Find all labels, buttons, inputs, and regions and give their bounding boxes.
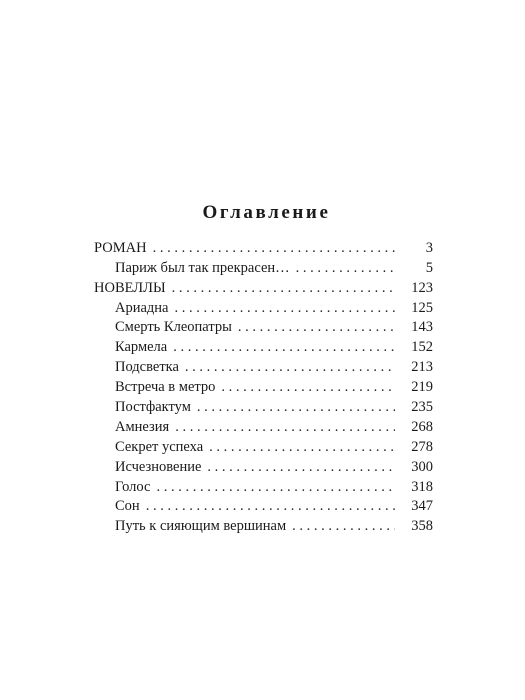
toc-leader-dots xyxy=(207,458,395,477)
toc-entry-label: Смерть Клеопатры xyxy=(115,319,232,336)
toc-entry xyxy=(94,357,433,377)
toc-entry-label: Амнезия xyxy=(115,418,170,435)
toc-entry-page: 268 xyxy=(411,418,433,435)
toc-entry-label: Секрет успеха xyxy=(115,438,204,455)
toc-title: Оглавление xyxy=(202,202,331,223)
toc-leader-dots xyxy=(172,279,395,298)
toc-list xyxy=(94,238,433,536)
toc-entry-page: 300 xyxy=(411,458,433,475)
toc-leader-dots xyxy=(209,438,395,457)
toc-leader-dots xyxy=(175,299,396,318)
toc-entry xyxy=(94,457,433,477)
toc-entry-roman xyxy=(94,238,433,258)
toc-entry xyxy=(94,377,433,397)
toc-entry-label: РОМАН xyxy=(94,239,147,256)
toc-leader-dots xyxy=(173,338,395,357)
toc-entry-label: Постфактум xyxy=(115,399,191,416)
toc-entry-novelly xyxy=(94,278,433,298)
toc-entry-page: 347 xyxy=(411,498,433,515)
toc-entry-page: 358 xyxy=(411,518,433,535)
toc-entry-page: 152 xyxy=(411,339,433,356)
toc-entry-label: Кармела xyxy=(115,339,168,356)
toc-leader-dots xyxy=(185,358,395,377)
toc-leader-dots xyxy=(175,418,395,437)
toc-entry xyxy=(94,437,433,457)
toc-leader-dots xyxy=(153,239,395,258)
toc-entry xyxy=(94,477,433,497)
toc-entry-page: 213 xyxy=(411,359,433,376)
toc-entry-page: 219 xyxy=(411,379,433,396)
toc-entry xyxy=(94,258,433,278)
toc-entry-label: Исчезновение xyxy=(115,458,202,475)
toc-entry-page: 143 xyxy=(411,319,433,336)
toc-entry-label: Встреча в метро xyxy=(115,379,216,396)
toc-leader-dots xyxy=(156,478,395,497)
toc-leader-dots xyxy=(292,517,395,536)
toc-leader-dots xyxy=(221,378,395,397)
toc-entry-page: 318 xyxy=(411,478,433,495)
toc-entry-label: Подсветка xyxy=(115,359,179,376)
toc-entry-page: 5 xyxy=(425,259,433,276)
toc-entry-label: Голос xyxy=(115,478,151,495)
toc-entry-label: НОВЕЛЛЫ xyxy=(94,279,166,296)
toc-entry xyxy=(94,417,433,437)
toc-entry-label: Париж был так прекрасен… xyxy=(115,259,290,276)
toc-entry xyxy=(94,318,433,338)
toc-entry-page: 123 xyxy=(411,279,433,296)
toc-leader-dots xyxy=(197,398,395,417)
toc-entry xyxy=(94,516,433,536)
toc-entry-label: Путь к сияющим вершинам xyxy=(115,518,287,535)
toc-entry-page: 278 xyxy=(411,438,433,455)
toc-entry-page: 125 xyxy=(411,299,433,316)
toc-entry-page: 3 xyxy=(425,239,433,256)
toc-entry xyxy=(94,497,433,517)
toc-entry-label: Ариадна xyxy=(115,299,169,316)
toc-entry xyxy=(94,397,433,417)
toc-entry xyxy=(94,337,433,357)
toc-leader-dots xyxy=(238,318,395,337)
toc-entry-label: Сон xyxy=(115,498,140,515)
toc-entry xyxy=(94,298,433,318)
toc-entry-page: 235 xyxy=(411,399,433,416)
toc-leader-dots xyxy=(296,259,395,278)
toc-leader-dots xyxy=(146,497,395,516)
